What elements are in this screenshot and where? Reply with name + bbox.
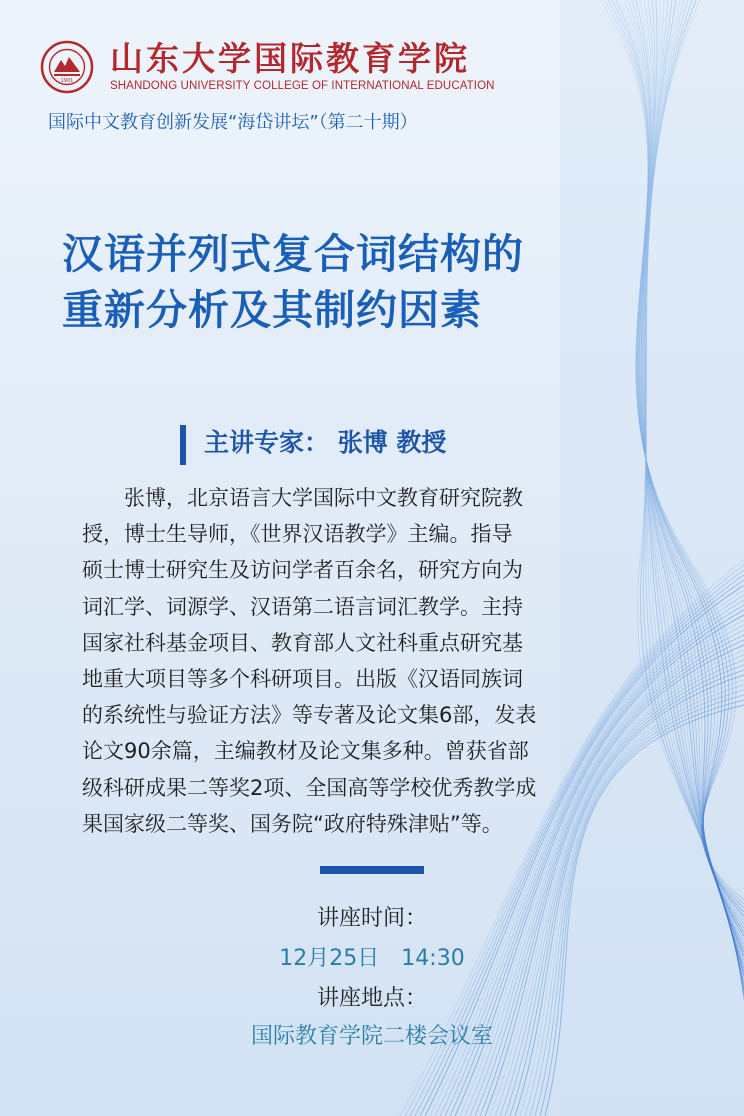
bio-line: 果国家级二等奖、国务院“政府特殊津贴”等。 bbox=[82, 811, 503, 836]
speaker-heading bbox=[180, 421, 600, 465]
bio-line: 论文90余篇，主编教材及论文集多种。曾获省部 bbox=[82, 739, 529, 764]
time-value: 12月25日 14:30 bbox=[279, 946, 465, 971]
bio-line: 硕士博士研究生及访问学者百余名，研究方向为 bbox=[82, 558, 523, 583]
bio-line: 词汇学、词源学、汉语第二语言词汇教学。主持 bbox=[82, 594, 523, 619]
college-name-chinese: 山东大学国际教育学院 bbox=[110, 39, 470, 78]
bio-line: 级科研成果二等奖2项、全国高等学校优秀教学成 bbox=[82, 775, 537, 800]
bio-line: 地重大项目等多个科研项目。出版《汉语同族词 bbox=[82, 667, 523, 692]
time-label: 讲座时间： bbox=[316, 906, 427, 931]
college-logo bbox=[40, 40, 520, 94]
lecture-series-title: 国际中文教育创新发展“海岱讲坛”（第二十期） bbox=[48, 112, 418, 133]
place-value: 国际教育学院二楼会议室 bbox=[250, 1024, 493, 1049]
speaker-biography bbox=[82, 480, 642, 842]
bio-line: 的系统性与验证方法》等专著及论文集6部，发表 bbox=[82, 703, 537, 728]
bio-line: 国家社科基金项目、教育部人文社科重点研究基 bbox=[82, 630, 523, 655]
lecture-title-line-2: 重新分析及其制约因素 bbox=[62, 286, 482, 334]
section-divider bbox=[320, 866, 424, 874]
lecture-title bbox=[62, 226, 702, 338]
lecture-title-line-1: 汉语并列式复合词结构的 bbox=[62, 230, 524, 278]
bio-line: 授，博士生导师，《世界汉语教学》主编。指导 bbox=[82, 522, 513, 547]
speaker-name: 主讲专家： 张博 教授 bbox=[204, 428, 447, 457]
svg-text:1901: 1901 bbox=[60, 78, 74, 84]
place-label: 讲座地点： bbox=[316, 986, 427, 1011]
college-name-english: SHANDONG UNIVERSITY COLLEGE OF INTERNATIONAL EDUCATION bbox=[110, 80, 495, 92]
bio-line: 张博，北京语言大学国际中文教育研究院教 bbox=[82, 486, 523, 510]
university-seal-icon bbox=[40, 40, 94, 94]
speaker-accent-bar bbox=[180, 425, 186, 465]
